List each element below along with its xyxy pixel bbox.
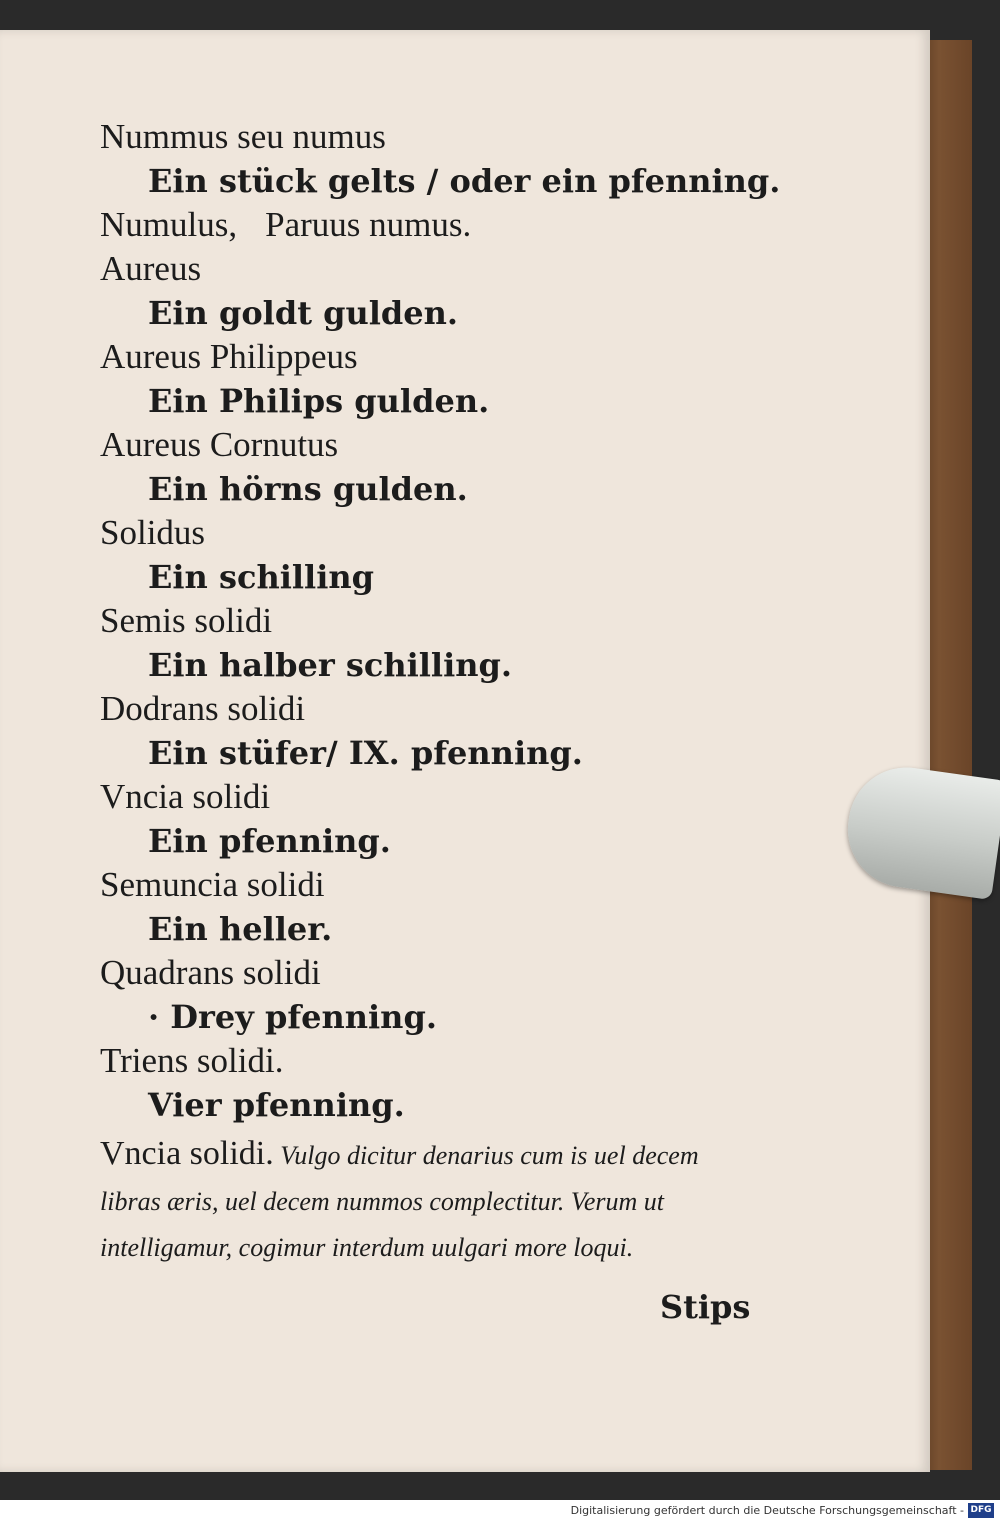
entry-latin: Aureus — [100, 249, 202, 288]
note-lead: Vncia solidi. — [100, 1135, 274, 1172]
note-text: Vulgo dicitur denarius cum is uel decem libras æris, uel decem nummos complectitur. Verum ut intelligamur, cogimur interdum uulgari more loqui. — [100, 1141, 699, 1262]
entry-latin: Aureus Cornutus — [100, 425, 339, 464]
entry-latin: Semuncia solidi — [100, 865, 325, 904]
dfg-logo-icon: DFG — [968, 1503, 994, 1518]
entry-german: Ein Philips gulden. — [148, 382, 490, 420]
entry-latin: Solidus — [100, 513, 206, 552]
entry-latin: Quadrans solidi — [100, 953, 321, 992]
entry-german: Ein stüfer/ IX. pfenning. — [148, 734, 583, 772]
entry-german: Ein schilling — [148, 558, 374, 596]
entry-german: Vier pfenning. — [148, 1086, 405, 1124]
entry-german: Ein halber schilling. — [148, 646, 513, 684]
entry-german: Ein heller. — [148, 910, 333, 948]
catchword: Stips — [660, 1288, 751, 1326]
entry-german: · Drey pfenning. — [148, 998, 437, 1036]
footer-bar — [0, 1500, 1000, 1522]
footer-credit: Digitalisierung gefördert durch die Deutsche Forschungsgemeinschaft - — [570, 1504, 964, 1517]
entry-latin: Nummus seu numus — [100, 117, 386, 156]
entry-latin: Vncia solidi — [100, 777, 271, 816]
entry-latin: Semis solidi — [100, 601, 273, 640]
entry-latin: Aureus Philippeus — [100, 337, 358, 376]
note-paragraph — [100, 1131, 760, 1271]
entry-latin: Numulus, Paruus numus. — [100, 205, 472, 244]
entry-german: Ein hörns gulden. — [148, 470, 468, 508]
entry-german: Ein goldt gulden. — [148, 294, 459, 332]
entry-german: Ein pfenning. — [148, 822, 391, 860]
entry-latin: Triens solidi. — [100, 1041, 284, 1080]
entry-latin: Dodrans solidi — [100, 689, 306, 728]
entry-german: Ein stück gelts / oder ein pfenning. — [148, 162, 781, 200]
glossary-text — [100, 115, 781, 1271]
